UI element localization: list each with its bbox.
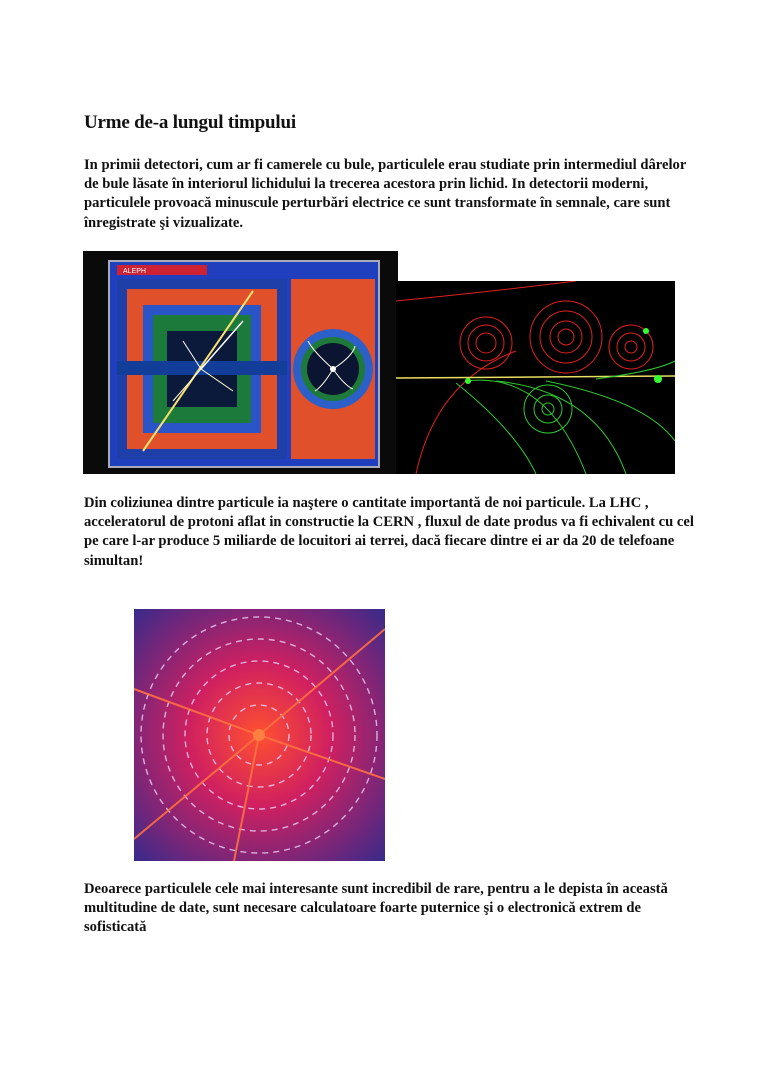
collision-event-image <box>134 609 385 861</box>
detector-display-image <box>83 251 398 474</box>
paragraph-lhc-data: Din coliziunea dintre particule ia naştere o cantitate importantă de noi particule. La LHC , acceleratorul de protoni aflat in constructie la CERN , fluxul de date produs va fi echivalent cu cel pe care l-ar produce 5 miliarde de locuitori ai terrei, dacă fiecare dintre ei ar da 20 de telefoane simultan! <box>84 495 694 569</box>
aleph-logo-text: ALEPH <box>123 268 146 275</box>
page-title: Urme de-a lungul timpului <box>84 112 296 133</box>
spiral-tracks-image <box>396 281 675 474</box>
paragraph-bubble-chambers: In primii detectori, cum ar fi camerele cu bule, particulele erau studiate prin intermediul dârelor de bule lăsate în interiorul lichidului la trecerea acestora prin lichid. In detectorii moderni, particulele provoacă minuscule perturbări electrice ce sunt transformate în semnale, care sunt înregistrate şi vizualizate. <box>84 157 687 231</box>
paragraph-computing: Deoarece particulele cele mai interesante sunt incredibil de rare, pentru a le depista în această multitudine de date, sunt necesare calculatoare foarte puternice şi o electronică extrem de sofisticată <box>84 881 668 936</box>
